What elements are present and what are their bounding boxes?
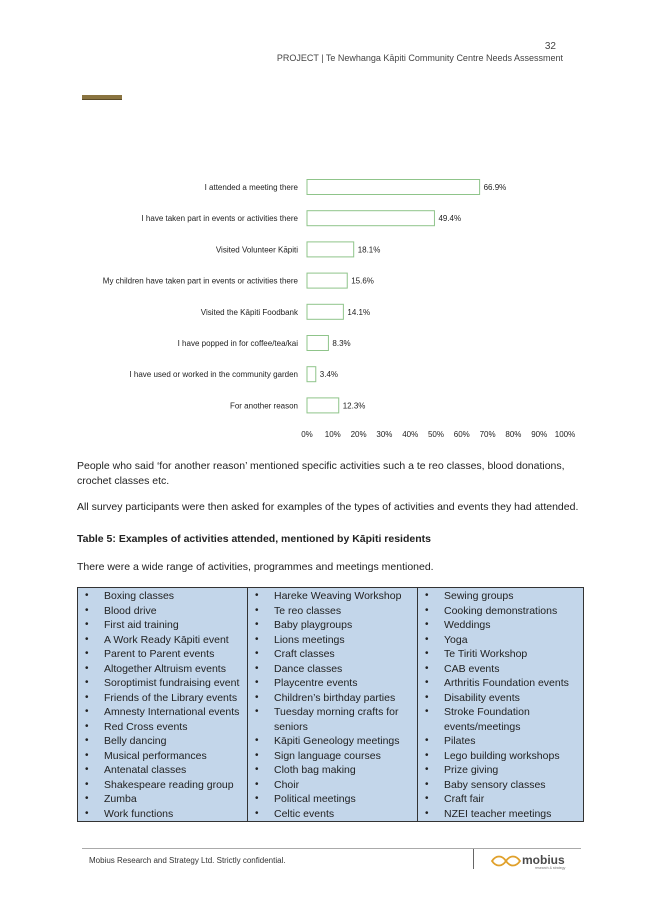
- list-item: • Blood drive: [82, 604, 243, 619]
- x-tick-label: 50%: [427, 430, 445, 439]
- list-item: • Work functions: [82, 807, 243, 822]
- category-label: My children have taken part in events or activities there: [102, 276, 298, 286]
- table-column-1: [78, 588, 248, 822]
- list-item: • Yoga: [422, 633, 579, 648]
- value-label: 15.6%: [351, 276, 374, 286]
- x-tick-label: 70%: [479, 430, 496, 439]
- x-tick-label: 20%: [350, 430, 367, 439]
- list-item: • Tuesday morning crafts for seniors: [252, 705, 413, 734]
- list-item: • Lego building workshops: [422, 749, 579, 764]
- bar-chart: [0, 160, 645, 450]
- x-tick-label: 90%: [531, 430, 548, 439]
- list-item: • Zumba: [82, 792, 243, 807]
- list-item: • Disability events: [422, 691, 579, 706]
- x-tick-label: 10%: [324, 430, 341, 439]
- list-item: • First aid training: [82, 618, 243, 633]
- mobius-logo-word: mobius: [522, 853, 565, 867]
- table-intro: There were a wide range of activities, programmes and meetings mentioned.: [77, 561, 434, 573]
- list-item: • Choir: [252, 778, 413, 793]
- category-label: For another reason: [229, 401, 298, 411]
- list-item: • Cloth bag making: [252, 763, 413, 778]
- x-tick-label: 30%: [376, 430, 393, 439]
- bar: [307, 398, 339, 413]
- paragraph-survey-examples: All survey participants were then asked for examples of the types of activities and events they had attended.: [77, 501, 579, 513]
- paragraph-other-reasons: People who said ‘for another reason’ mentioned specific activities such a te reo classes, blood donations, crochet classes etc.: [77, 460, 565, 487]
- list-item: • Shakespeare reading group: [82, 778, 243, 793]
- list-item: • Altogether Altruism events: [82, 662, 243, 677]
- category-label: I have taken part in events or activities there: [141, 214, 298, 224]
- list-item: • Sign language courses: [252, 749, 413, 764]
- list-item: • Soroptimist fundraising event: [82, 676, 243, 691]
- list-item: • Prize giving: [422, 763, 579, 778]
- value-label: 12.3%: [342, 401, 366, 411]
- x-tick-label: 40%: [402, 430, 419, 439]
- header-title: PROJECT | Te Newhanga Kāpiti Community Centre Needs Assessment: [276, 53, 563, 63]
- list-item: • Lions meetings: [252, 633, 413, 648]
- value-label: 3.4%: [319, 370, 339, 380]
- mobius-logo-tagline: research & strategy: [535, 866, 566, 870]
- list-item: • Children’s birthday parties: [252, 691, 413, 706]
- bar: [307, 273, 347, 288]
- list-item: • Playcentre events: [252, 676, 413, 691]
- category-label: Visited Volunteer Kāpiti: [215, 245, 298, 255]
- list-item: • Parent to Parent events: [82, 647, 243, 662]
- bar: [307, 367, 316, 382]
- list-item: • Political meetings: [252, 792, 413, 807]
- bar: [307, 336, 328, 351]
- bar: [307, 242, 354, 257]
- list-item: • Craft classes: [252, 647, 413, 662]
- x-tick-label: 60%: [453, 430, 470, 439]
- list-item: • Baby playgroups: [252, 618, 413, 633]
- page-number: 32: [544, 41, 556, 52]
- bar: [307, 180, 480, 195]
- table-column-2: [248, 588, 418, 822]
- category-label: I have used or worked in the community garden: [129, 370, 298, 380]
- list-item: • Weddings: [422, 618, 579, 633]
- list-item: • Te reo classes: [252, 604, 413, 619]
- list-item: • Sewing groups: [422, 589, 579, 604]
- list-item: • CAB events: [422, 662, 579, 677]
- table-row: [78, 588, 584, 822]
- list-item: • Red Cross events: [82, 720, 243, 735]
- list-item: • Hareke Weaving Workshop: [252, 589, 413, 604]
- table-title: Table 5: Examples of activities attended, mentioned by Kāpiti residents: [77, 533, 431, 545]
- list-item: • Pilates: [422, 734, 579, 749]
- category-label: I have popped in for coffee/tea/kai: [177, 339, 298, 348]
- category-label: I attended a meeting there: [204, 183, 298, 192]
- x-tick-label: 0%: [301, 430, 313, 439]
- list-item: • Antenatal classes: [82, 763, 243, 778]
- list-item: • Stroke Foundation events/meetings: [422, 705, 579, 734]
- list-item: • Amnesty International events: [82, 705, 243, 720]
- activities-table: [77, 587, 584, 822]
- value-label: 8.3%: [332, 339, 351, 348]
- list-item: • Baby sensory classes: [422, 778, 579, 793]
- bar: [307, 211, 434, 226]
- x-tick-label: 80%: [505, 430, 522, 439]
- value-label: 49.4%: [438, 214, 462, 224]
- list-item: • Arthritis Foundation events: [422, 676, 579, 691]
- table-column-3: [418, 588, 584, 822]
- value-label: 66.9%: [483, 183, 507, 192]
- value-label: 14.1%: [347, 307, 371, 317]
- footer-rule: [82, 848, 581, 849]
- list-item: • Kāpiti Geneology meetings: [252, 734, 413, 749]
- mobius-logo-icon: [492, 857, 520, 866]
- list-item: • Craft fair: [422, 792, 579, 807]
- list-item: • Cooking demonstrations: [422, 604, 579, 619]
- list-item: • Musical performances: [82, 749, 243, 764]
- list-item: • NZEI teacher meetings: [422, 807, 579, 822]
- mobius-logo: [490, 852, 570, 870]
- category-label: Visited the Kāpiti Foodbank: [200, 307, 298, 317]
- list-item: • Celtic events: [252, 807, 413, 822]
- list-item: • A Work Ready Kāpiti event: [82, 633, 243, 648]
- list-item: • Boxing classes: [82, 589, 243, 604]
- bar: [307, 304, 343, 319]
- footer-divider: [473, 849, 474, 869]
- list-item: • Te Tiriti Workshop: [422, 647, 579, 662]
- list-item: • Belly dancing: [82, 734, 243, 749]
- list-item: • Friends of the Library events: [82, 691, 243, 706]
- footer-text: Mobius Research and Strategy Ltd. Strictly confidential.: [89, 856, 286, 865]
- accent-bar: [82, 95, 122, 100]
- x-tick-label: 100%: [554, 430, 576, 439]
- list-item: • Dance classes: [252, 662, 413, 677]
- value-label: 18.1%: [357, 245, 381, 255]
